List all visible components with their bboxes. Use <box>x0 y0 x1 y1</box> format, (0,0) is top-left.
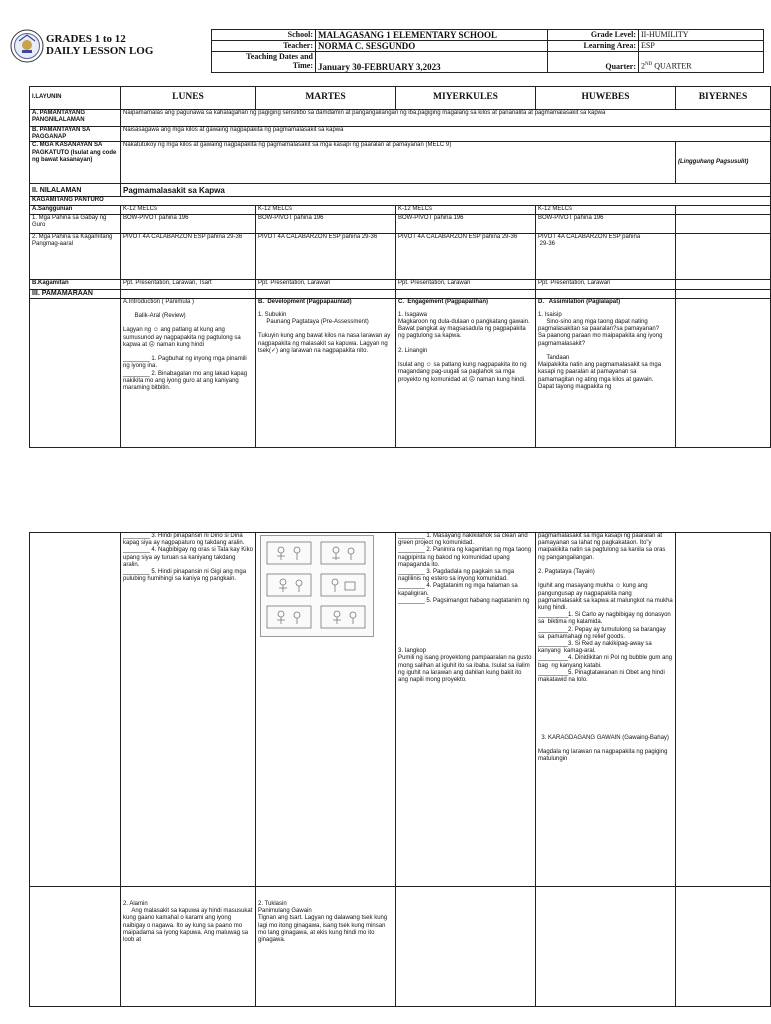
title-line-2: DAILY LESSON LOG <box>46 45 154 57</box>
pamantayang-pangnilalaman-label: A. PAMANTAYANG PANGNILALAMAN <box>30 110 121 127</box>
pangmag-aaral-miyerkules: PIVOT 4A CALABARZON ESP pahina 29-36 <box>396 233 536 279</box>
kagamitan-label: B.Kagamitan <box>30 279 121 289</box>
pamamaraan-label: III. PAMAMARAAN <box>30 289 121 298</box>
kagamitan-miyerkules: Ppt. Presentation, Larawan <box>396 279 536 289</box>
quarter-value: 2ND QUARTER <box>639 52 764 73</box>
gabay-guro-miyerkules: BOW-PIVOT pahina 196 <box>396 214 536 233</box>
lesson-log-table-top <box>29 86 771 448</box>
day-miyerkules: MIYERKULES <box>396 87 536 110</box>
gabay-guro-martes: BOW-PIVOT pahina 196 <box>256 214 396 233</box>
pangmag-aaral-huwebes: PIVOT 4A CALABARZON ESP pahina 29-36 <box>536 233 676 279</box>
proc3-huwebes <box>536 887 676 1007</box>
gabay-guro-biyernes <box>676 214 771 233</box>
document-title <box>46 33 153 57</box>
school-value: MALAGASANG 1 ELEMENTARY SCHOOL <box>316 30 548 41</box>
day-martes: MARTES <box>256 87 396 110</box>
sanggunian-lunes: K-12 MELCs <box>121 206 256 214</box>
grade-level-label: Grade Level: <box>548 30 639 41</box>
kasanayan-label: C. MGA KASANAYAN SA PAGKATUTO (Isulat ang code ng bawat kasanayan) <box>30 142 121 184</box>
pamamaraan-biyernes <box>676 289 771 298</box>
nilalaman-label: II. NILALAMAN <box>30 184 121 197</box>
quarter-label: Quarter: <box>548 52 639 73</box>
day-huwebes: HUWEBES <box>536 87 676 110</box>
pamantayan-sa-pagganap-label: B. PAMANTAYAN SA PAGGANAP <box>30 127 121 142</box>
proc1-biyernes <box>676 298 771 447</box>
proc2-biyernes <box>676 533 771 887</box>
layunin-heading: I.LAYUNIN <box>30 87 121 110</box>
school-label: School: <box>212 30 316 41</box>
sanggunian-biyernes <box>676 206 771 214</box>
gabay-guro-lunes: BOW-PIVOT pahina 196 <box>121 214 256 233</box>
proc2-martes <box>256 533 396 887</box>
proc3-miyerkules <box>396 887 536 1007</box>
lesson-log-table-bottom <box>29 532 771 1007</box>
header-info-table <box>211 29 764 73</box>
pangmag-aaral-lunes: PIVOT 4A CALABARZON ESP pahina 29-36 <box>121 233 256 279</box>
sanggunian-label: A.Sanggunian <box>30 206 121 214</box>
nilalaman-text: Pagmamalasakit sa Kapwa <box>121 184 771 197</box>
learning-area-value: ESP <box>639 41 764 52</box>
gabay-guro-label: 1. Mga Pahina sa Gabay ng Guro <box>30 214 121 233</box>
sanggunian-martes: K-12 MELCs <box>256 206 396 214</box>
pamantayan-sa-pagganap-text: Naisasagawa ang mga kilos at gawaing nagpapakita ng pagmamalasakit sa kapwa <box>121 127 771 142</box>
kagamitan-biyernes <box>676 279 771 289</box>
sanggunian-huwebes: K-12 MELCs <box>536 206 676 214</box>
proc3-lunes: 2. Alamin Ang malasakit sa kapuwa ay hindi masusukat kung gaano kamahal o karami ang iyong naibigay o nagawa. Ito ay kung sa paano mo maipadama sa iyong kapuwa. Ang maluwag sa loob at <box>121 887 256 1007</box>
proc1-lunes: A.Introduction ( Panimula ) Balik-Aral (Review) Lagyan ng ☺ ang patlang at kung ang sumusunod ay nagpapakita ng pagtulong sa kapwa at ☹ naman kung hindi ________ 1. Pagbuhat ng inyong mga pinamili ng iyong ina. ________ 2. Binabagalan mo ang lakad kapag nakikita mo ang iyong guro at ang kaniyang maraming bitbitin. <box>121 298 256 447</box>
pre-assessment-picture <box>260 535 374 637</box>
sanggunian-miyerkules: K-12 MELCs <box>396 206 536 214</box>
pamamaraan-lunes <box>121 289 256 298</box>
teacher-value: NORMA C. SESGUNDO <box>316 41 548 52</box>
teaching-dates-label: Teaching Dates and Time: <box>212 52 316 73</box>
kagamitang-pangmag-aaral-label: 2. Mga Pahina sa Kagamitang Pangmag-aaral <box>30 233 121 279</box>
kasanayan-text: Nakatutukoy ng mga kilos at gawaing nagpapakita ng pagmamalasakit sa mga kasapi ng paaralan at pamayanan (MELC 9) <box>121 142 676 184</box>
pamamaraan-martes <box>256 289 396 298</box>
teacher-label: Teacher: <box>212 41 316 52</box>
grade-level-value: II-HUMILITY <box>639 30 764 41</box>
activity-illustration-icon <box>261 536 373 636</box>
proc2-label <box>30 533 121 887</box>
pamamaraan-miyerkules <box>396 289 536 298</box>
gabay-guro-huwebes: BOW-PIVOT pahina 196 <box>536 214 676 233</box>
deped-logo <box>10 29 44 63</box>
proc2-huwebes: pagmamalasakit sa mga kasapi ng paaralan at pamayanan sa lahat ng pagkakataon. Ito"y maipakikita natin sa pagtulong sa kanila sa oras ng pangangailangan. 2. Pagtataya (Tayain) Iguhit ang masayang mukha ☺ kung ang pangungusap ay nagpapakita nang pagmamalasakit sa kapwa at malungkot na mukha kung hindi. _________1. Si Carlo ay nagbibigay ng donasyon sa biktima ng kalamida. _________2. Pepay ay tumutulong sa barangay sa pamamahagi ng relief goods. _________3. Si Red ay nakikipag-away sa kanyang kamag-aral. _________4. Dinidikitan ni Pol ng bubble gum ang bag ng kanyang katabi. _________5. Pinagtatawanan ni Obet ang hindi makatawid na lolo. 3. KARAGDAGANG GAWAIN (Gawaing-Bahay) Magdala ng larawan na nagpapakita ng pagiging matulungin <box>536 533 676 887</box>
day-biyernes: BIYERNES <box>676 87 771 110</box>
title-line-1: GRADES 1 to 12 <box>46 33 126 45</box>
day-lunes: LUNES <box>121 87 256 110</box>
learning-area-label: Learning Area: <box>548 41 639 52</box>
proc1-huwebes: D. Assimilation (Paglalapat) 1. Isaisip Sino-sino ang mga taong dapat nating pagmalasakitan sa paaralan?sa pamayanan? Sa paanong paraan mo maipapakita ang iyong pagmamalasakit? Tandaan Maipakikita natin ang pagmamalasakit sa mga kasapi ng paaralan at pamayanan sa pamamagitan ng ating mga kilos at gawain. Dapat tayong magpakita ng <box>536 298 676 447</box>
proc3-martes: 2. Tuklasin Panimulang Gawain Tignan ang tsart. Lagyan ng dalawang tsek kung lagi mo itong ginagawa, isang tsek kung minsan mo lang ginagawa, at ekis kung hindi mo ito ginagawa. <box>256 887 396 1007</box>
kagamitan-martes: Ppt. Presentation, Larawan <box>256 279 396 289</box>
pamantayang-pangnilalaman-text: Naipamamalas ang pagunawa sa kahalagahan ng pagiging sensitibo sa damdamin at pangangailangan ng iba,pagiging magalang sa kilos at pananalita at pagmamalasakit sa kapwa <box>121 110 771 127</box>
proc2-miyerkules: ________ 1. Masayang nakikilahok sa clean and green project ng komunidad. ________ 2. Paninira ng kagamitan ng mga taong nagpipinta ng bakod ng komunidad upang mapaganda ito. ________ 3. Pagdadala ng pagkain sa mga naglilinis ng estero sa inyong komunidad. ________ 4. Pagtatanim ng mga halaman sa kapaligiran. ________ 5. Pagsimangot habang nagtatanim ng 3. Iangkop Pumili ng isang proyektong pampaaralan na gusto mong salihan at iguhit ito sa ibaba. Isulat sa ilalim ng iguhit na larawan ang dahilan kung bakit ito ang napili mong proyekto. <box>396 533 536 887</box>
proc1-label <box>30 298 121 447</box>
lingguhang-pagsusulit: (Lingguhang Pagsusulit) <box>676 142 771 184</box>
pangmag-aaral-martes: PIVOT 4A CALABARZON ESP pahina 29-36 <box>256 233 396 279</box>
kagamitang-panturo-label: KAGAMITANG PANTURO <box>30 197 771 206</box>
kagamitan-lunes: Ppt. Presentation, Larawan, Tsart <box>121 279 256 289</box>
pamamaraan-huwebes <box>536 289 676 298</box>
proc3-label <box>30 887 121 1007</box>
proc3-biyernes <box>676 887 771 1007</box>
teaching-dates-value: January 30-FEBRUARY 3,2023 <box>316 52 548 73</box>
kagamitan-huwebes: Ppt. Presentation, Larawan <box>536 279 676 289</box>
pangmag-aaral-biyernes <box>676 233 771 279</box>
proc1-martes: B. Development (Pagpapaunlad) 1. Subukin Paunang Pagtataya (Pre-Assessment) Tukuyin kung ang bawat kilos na nasa larawan ay nagpapakita ng malasakit sa kapuwa. Lagyan ng tsek(✓) ang larawan na nagpapakita nito. <box>256 298 396 447</box>
proc1-miyerkules: C. Engagement (Pagpapalihan) 1. Isagawa Magkaroon ng dula-dulaan o pangkatang gawain. Bawat pangkat ay magsasadula ng pagpapakita ng pagtulong sa kapwa. 2. Linangin Isulat ang ☺ sa patlang kung nagpapakita ito ng magandang pag-uugali sa paglahok sa mga proyekto ng komunidad at ☹ naman kung hindi. <box>396 298 536 447</box>
proc2-lunes: ________ 3. Hindi pinapansin ni Dino si Dina kapag siya ay nagpapaturo ng takdang aralin. ________ 4. Nagbibigay ng oras si Tata kay Kiko upang siya ay turuan sa kaniyang takdang aralin. ________ 5. Hindi pinapansin ni Gigi ang mga pulubing humihingi sa kaniya ng pangkain. <box>121 533 256 887</box>
